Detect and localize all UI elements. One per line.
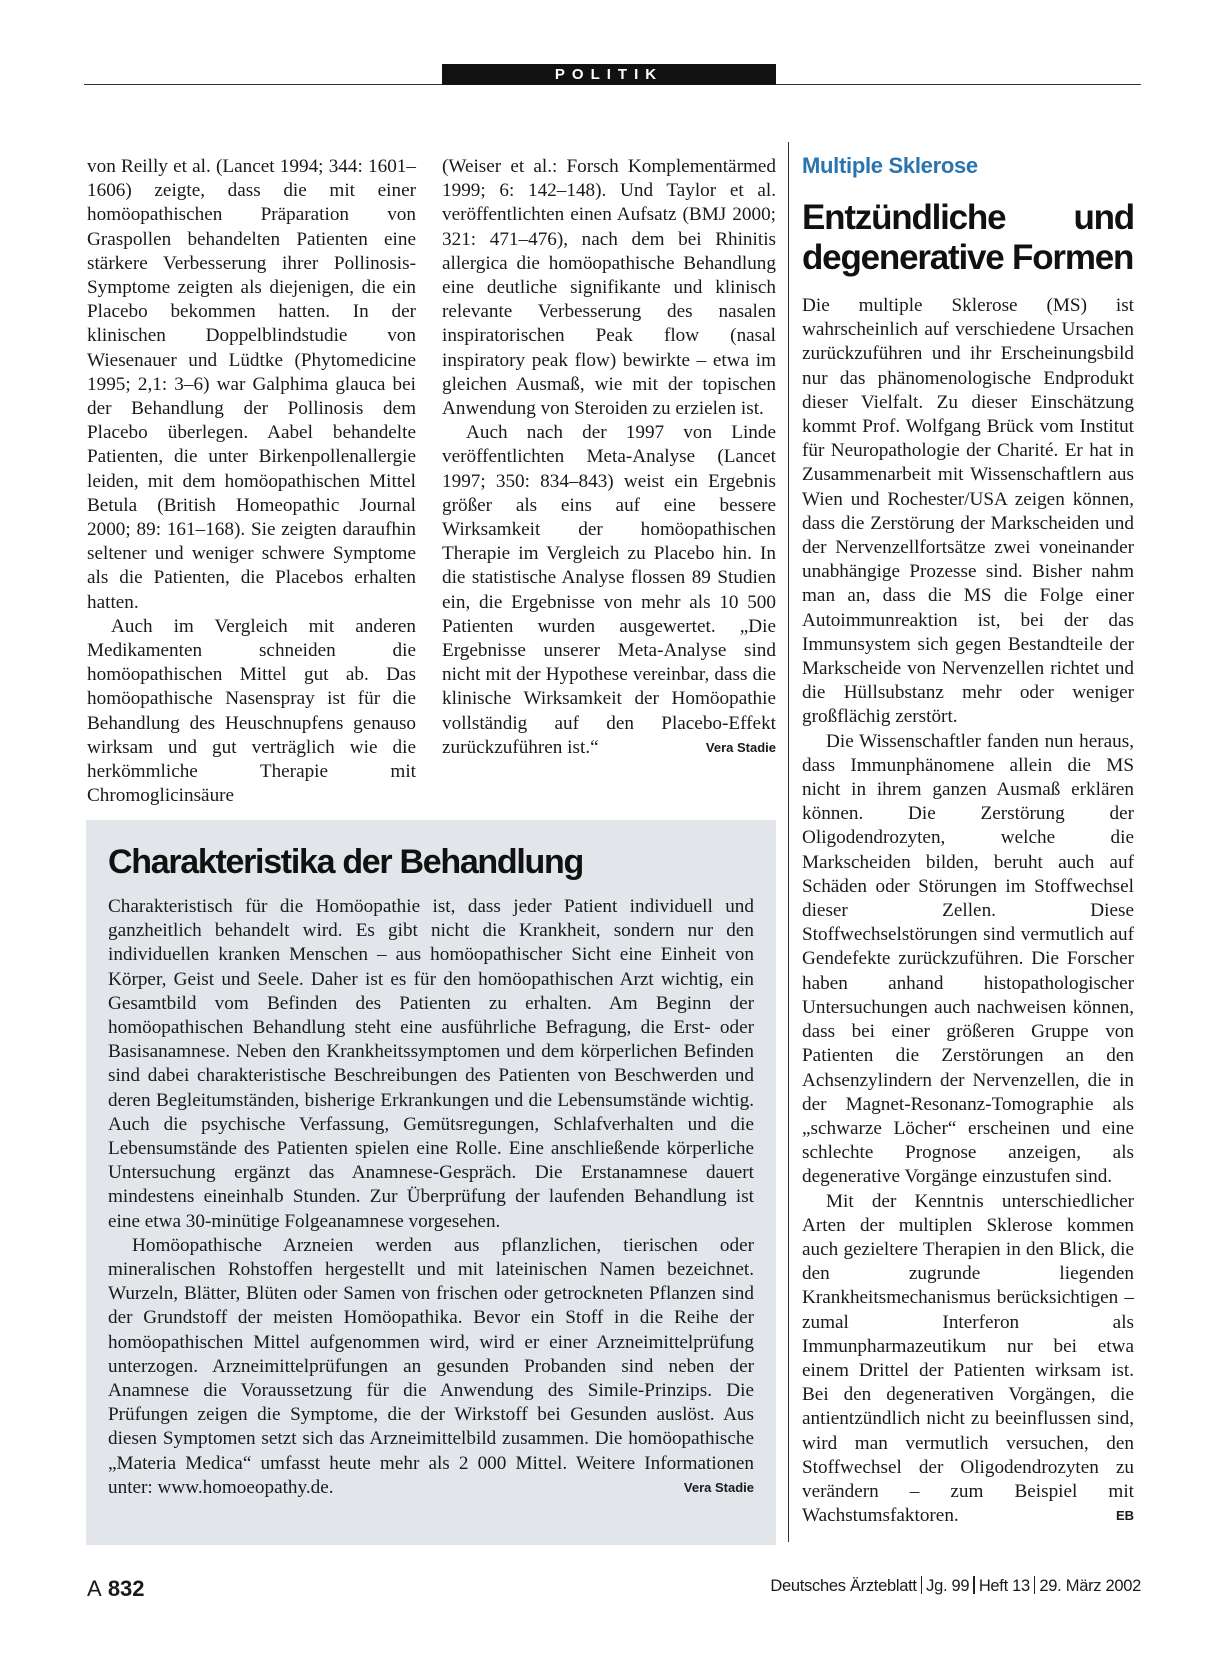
separator — [921, 1576, 923, 1594]
journal-volume: Jg. 99 — [926, 1577, 970, 1595]
author-byline: Vera Stadie — [705, 739, 776, 755]
page-number-value: 832 — [107, 1576, 145, 1601]
paragraph-text: Auch nach der 1997 von Linde veröffentlichten Meta-Analyse (Lancet 1997; 350: 834–843) weist ein Ergebnis größer als eins auf eine bessere Wirksamkeit der homöopathischen Therapie im Vergleich zu Placebo hin. In die statistische Analyse flossen 89 Studien ein, die Ergebnisse von mehr als 10 500 Patienten wurden ausgewertet. „Die Ergebnisse unserer Meta-Analyse sind nicht mit der Hypothese vereinbar, dass die klinische Wirksamkeit der Homöopathie vollständig auf den Placebo-Effekt zurückzuführen ist.“ — [442, 422, 776, 758]
journal-name: Deutsches Ärzteblatt — [770, 1577, 917, 1595]
journal-info — [770, 1576, 1141, 1596]
paragraph: von Reilly et al. (Lancet 1994; 344: 1601–1606) zeigte, dass die mit einer homöopathischen Präparation von Graspollen behandelten Patienten eine stärkere Verbesserung ihrer Pollinosis-Symptome zeigten als diejenigen, die ein Placebo bekommen hatten. In der klinischen Doppelblindstudie von Wiesenauer und Lüdtke (Phytomedicine 1995; 2,1: 3–6) war Galphima glauca bei der Behandlung der Pollinosis dem Placebo überlegen. Aabel behandelte Patienten, die unter Birkenpollenallergie leiden, mit dem homöopathischen Mittel Betula (British Homeopathic Journal 2000; 89: 161–168). Sie zeigten daraufhin seltener und weniger schwere Symptome als die Patienten, die Placebos erhalten hatten. — [87, 156, 416, 613]
paragraph: Auch im Vergleich mit anderen Medikamenten schneiden die homöopathischen Mittel gut ab. Das homöopathische Nasenspray ist für die Behandlung des Heuschnupfens genauso wirksam und gut verträglich wie die herkömmliche Therapie mit Chromoglicinsäure — [87, 615, 416, 807]
paragraph — [802, 1190, 1134, 1529]
article-column-2 — [442, 155, 776, 760]
separator — [1034, 1576, 1036, 1594]
box-title: Charakteristika der Behandlung — [108, 843, 583, 881]
paragraph — [108, 1234, 754, 1500]
paragraph-text: Mit der Kenntnis unterschiedlicher Arten der multiplen Sklerose kommen auch gezieltere Therapien in den Blick, die den zugrunde liegenden Krankheitsmechanismus berücksichtigen – zumal Interferon als Immunpharmazeutikum nur bei etwa einem Drittel der Patienten wirksam ist. Bei den degenerativen Vorgängen, die antientzündlich nicht zu beeinflussen sind, wird man vermutlich versuchen, den Stoffwechsel der Oligodendrozyten zu verändern – zum Beispiel mit Wachstumsfaktoren. — [802, 1190, 1134, 1527]
paragraph: Charakteristisch für die Homöopathie ist, dass jeder Patient individuell und ganzheitlich behandelt wird. Es gibt nicht die Krankheit, sondern nur den individuellen kranken Menschen – aus homöopathischer Sicht eine Einheit von Körper, Geist und Seele. Daher ist es für den homöopathischen Arzt wichtig, ein Gesamtbild vom Befinden des Patienten zu erhalten. Am Beginn der homöopathischen Behandlung steht eine ausführliche Befragung, die Erst- oder Basisanamnese. Neben den Krankheitssymptomen und dem körperlichen Befinden sind dabei charakteristische Beschreibungen des Patienten von Beschwerden und deren Begleitumständen, bisherige Erkrankungen und die Lebensumstände wichtig. Auch die psychische Verfassung, Gemütsregungen, Schlafverhalten und die Lebensumstände des Patienten spielen eine Rolle. Eine anschließende körperliche Untersuchung ergänzt das Anamnese-Gespräch. Die Erstanamnese dauert mindestens eineinhalb Stunden. Zur Überprüfung der laufenden Behandlung ist eine etwa 30-minütige Folgeanamnese vorgesehen. — [108, 896, 754, 1232]
journal-date: 29. März 2002 — [1039, 1577, 1141, 1595]
column-divider — [788, 142, 789, 1542]
paragraph — [442, 421, 776, 760]
info-box — [86, 820, 776, 1545]
separator — [973, 1576, 975, 1594]
author-byline: Vera Stadie — [683, 1479, 754, 1495]
paragraph: Die Wissenschaftler fanden nun heraus, dass Immunphänomene allein die MS nicht in ihrem ganzen Ausmaß erklären können. Die Zerstörung der Oligodendrozyten, welche die Markscheiden bilden, beruht auch auf Schäden oder Störungen im Stoffwechsel dieser Zellen. Diese Stoffwechselstörungen sind vermutlich auf Gendefekte zurückzuführen. Die Forscher haben anhand histopathologischer Untersuchungen auch nachweisen können, dass bei einer größeren Gruppe von Patienten die Zerstörungen an den Achsenzylindern der Nervenzellen, die in der Magnet-Resonanz-Tomographie als „schwarze Löcher“ erscheinen und eine schlechte Prognose anzeigen, als degenerative Vorgänge einzustufen sind. — [802, 730, 1134, 1188]
paragraph: (Weiser et al.: Forsch Komplementärmed 1999; 6: 142–148). Und Taylor et al. veröffentlichten einen Aufsatz (BMJ 2000; 321: 471–476), nach dem bei Rhinitis allergica die homöopathische Behandlung eine deutliche signifikante und klinisch relevante Verbesserung des nasalen inspiratorischen Peak flow (nasal inspiratory peak flow) bewirkte – etwa im gleichen Ausmaß, wie mit der topischen Anwendung von Steroiden zu erzielen ist. — [442, 156, 776, 420]
journal-issue: Heft 13 — [978, 1577, 1030, 1595]
paragraph-text: Homöopathische Arzneien werden aus pflanzlichen, tierischen oder mineralischen Rohstoffen hergestellt und mit lateinischen Namen bezeichnet. Wurzeln, Blätter, Blüten oder Samen von frischen oder getrockneten Pflanzen sind der Grundstoff der meisten Homöopathika. Bevor ein Stoff in die Reihe der homöopathischen Mittel aufgenommen wird, wird er einer Arzneimittelprüfung unterzogen. Arzneimittelprüfungen an gesunden Probanden sind neben der Anamnese die Voraussetzung für die Anwendung des Simile-Prinzips. Die Prüfungen zeigen die Symptome, die der Wirkstoff bei Gesunden auslöst. Aus diesen Symptomen setzt sich das Arzneimittelbild zusammen. Die homöopathische „Materia Medica“ umfasst heute mehr als 2 000 Mittel. Weitere Informationen unter: www.homoeopathy.de. — [108, 1234, 754, 1498]
page-prefix: A — [87, 1576, 102, 1601]
section-label: POLITIK — [442, 64, 776, 85]
page-number — [87, 1576, 145, 1602]
paragraph: Die multiple Sklerose (MS) ist wahrscheinlich auf verschiedene Ursachen zurückzuführen und ihr Erscheinungsbild nur das phänomenologische Endprodukt dieser Vielfalt. Zu dieser Einschätzung kommt Prof. Wolfgang Brück vom Institut für Neuropathologie der Charité. Er hat in Zusammenarbeit mit Wissenschaftlern aus Wien und Rochester/USA zeigen können, dass die Zerstörung der Markscheiden und der Nervenzellfortsätze zwei voneinander unabhängige Prozesse sind. Bisher nahm man an, dass die MS die Folge einer Autoimmunreaktion ist, bei der das Immunsystem sich gegen Bestandteile der Markscheide von Nervenzellen richtet und die Hüllsubstanz mehr oder weniger großflächig zerstört. — [802, 295, 1134, 728]
article-column-1 — [87, 155, 416, 808]
author-byline: EB — [1115, 1508, 1134, 1524]
article-body — [802, 294, 1134, 1528]
box-body — [108, 895, 754, 1500]
sidebar-article — [802, 152, 1134, 1528]
article-kicker: Multiple Sklerose — [802, 153, 978, 178]
article-headline: Entzündliche und degenerative Formen — [802, 198, 1134, 277]
